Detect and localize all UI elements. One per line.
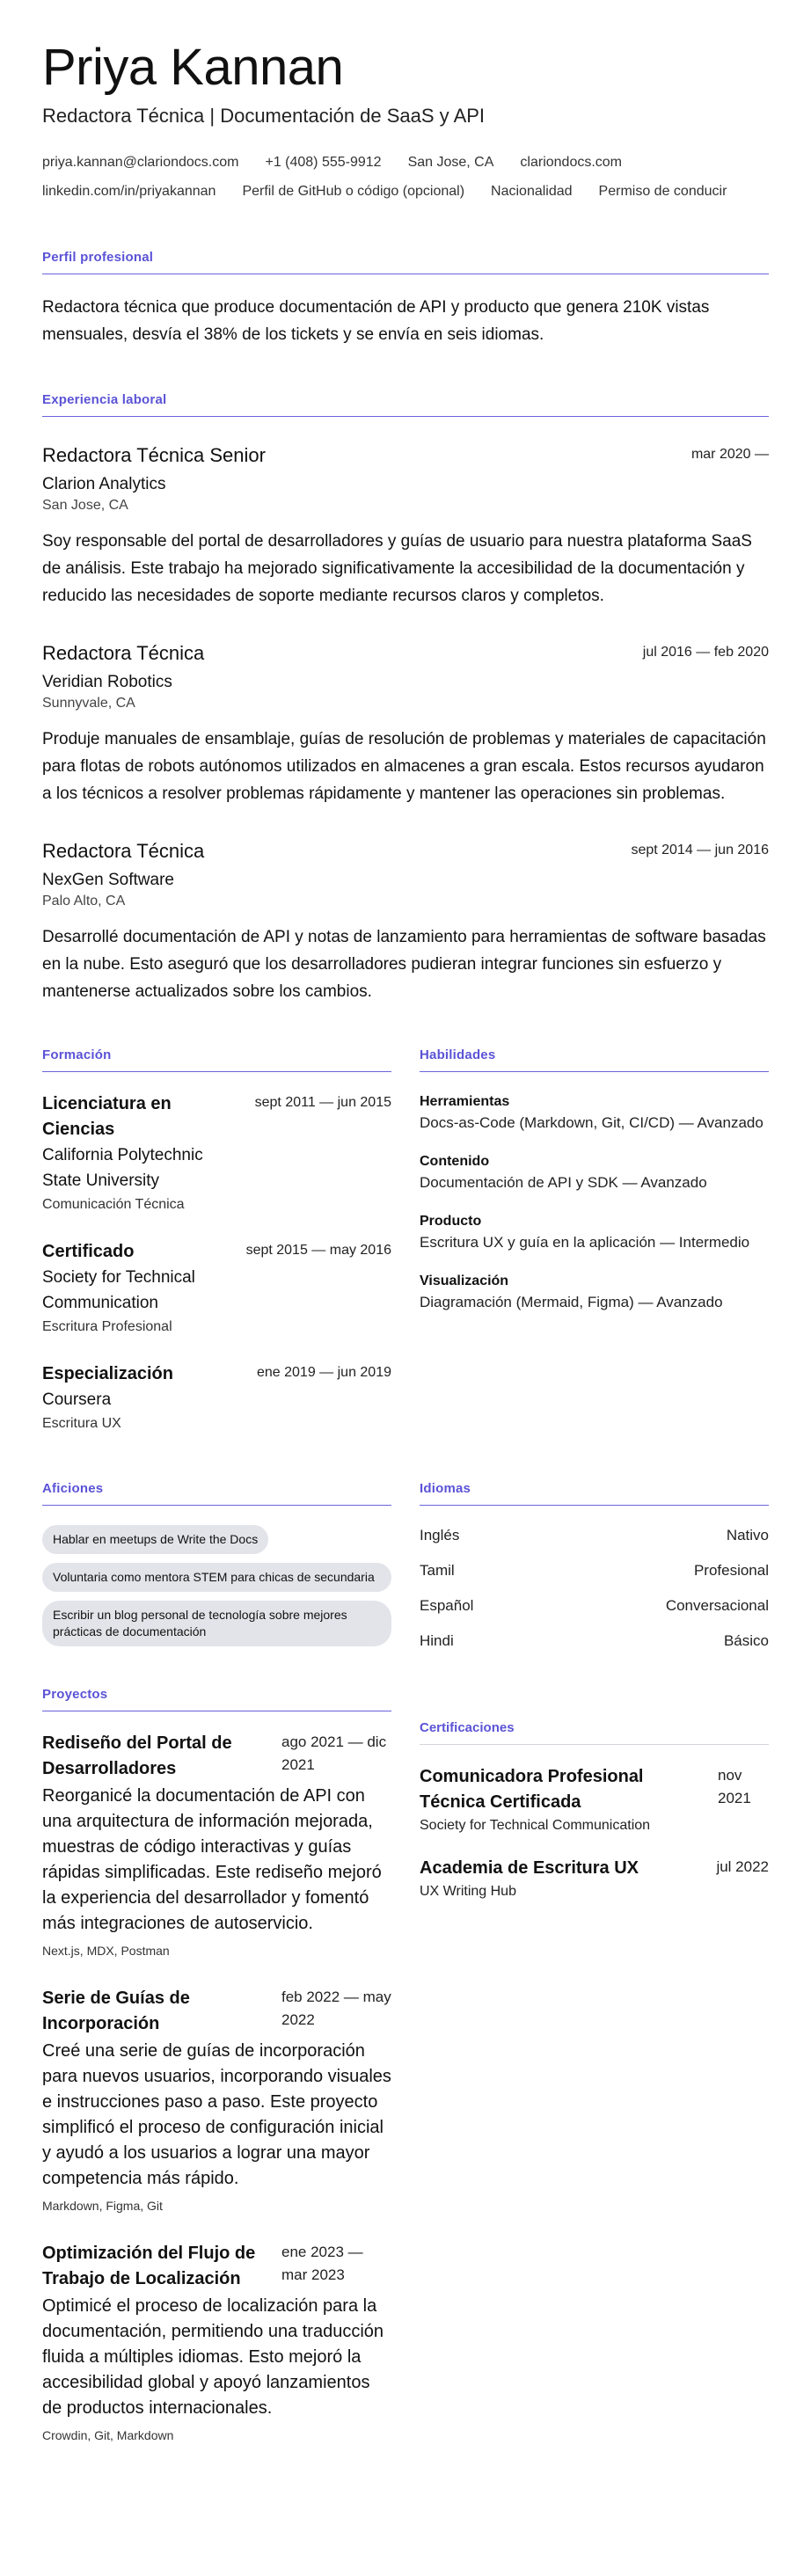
- project-tech: Crowdin, Git, Markdown: [42, 2428, 174, 2442]
- project-name: Serie de Guías de Incorporación: [42, 1989, 190, 2033]
- language-name: Tamil: [420, 1562, 455, 1579]
- education-field: Comunicación Técnica: [42, 1197, 185, 1212]
- language-row: [420, 1560, 769, 1581]
- summary-section: [42, 250, 769, 348]
- contact-list: [42, 148, 769, 206]
- candidate-name: Priya Kannan: [42, 39, 344, 96]
- job-company: NexGen Software: [42, 871, 174, 889]
- certification-name: Comunicadora Profesional Técnica Certificada: [420, 1767, 644, 1812]
- job-title: Redactora Técnica: [42, 642, 205, 664]
- education-skills-row: [42, 1047, 769, 1458]
- education-institution: California Polytechnic State University: [42, 1146, 203, 1190]
- hobby-list: [42, 1525, 391, 1646]
- skill-entry: [420, 1271, 769, 1313]
- education-entry: [42, 1361, 391, 1435]
- job-entry: [42, 839, 769, 1005]
- hobbies-section: [42, 1481, 391, 1666]
- skills-heading: Habilidades: [420, 1047, 769, 1072]
- header: [42, 39, 769, 206]
- education-date: sept 2011 — jun 2015: [254, 1095, 391, 1110]
- project-tech: Markdown, Figma, Git: [42, 2199, 163, 2213]
- languages-section: [420, 1481, 769, 1666]
- skills-section: [420, 1047, 769, 1458]
- project-name: Optimización del Flujo de Trabajo de Localización: [42, 2244, 256, 2288]
- hobbies-languages-row: [42, 1481, 769, 1666]
- projects-certifications-row: [42, 1687, 769, 2470]
- skill-detail: Documentación de API y SDK — Avanzado: [420, 1174, 707, 1191]
- contact-website[interactable]: clariondocs.com: [520, 155, 623, 170]
- hobbies-heading: Aficiones: [42, 1481, 391, 1506]
- contact-license: Permiso de conducir: [598, 184, 727, 199]
- education-entry: [42, 1091, 391, 1216]
- job-title: Redactora Técnica Senior: [42, 444, 266, 466]
- job-date: mar 2020 —: [690, 447, 769, 462]
- project-entry: [42, 2241, 391, 2444]
- summary-text: Redactora técnica que produce documentación de API y producto que genera 210K vistas mensuales, desvía el 38% de los tickets y se envía en seis idiomas.: [42, 298, 710, 344]
- job-location: San Jose, CA: [42, 498, 128, 513]
- skill-detail: Diagramación (Mermaid, Figma) — Avanzado: [420, 1294, 723, 1310]
- certification-name: Academia de Escritura UX: [420, 1858, 639, 1878]
- language-name: Español: [420, 1597, 474, 1614]
- certification-org: UX Writing Hub: [420, 1884, 516, 1899]
- education-date: sept 2015 — may 2016: [245, 1243, 391, 1258]
- job-date: sept 2014 — jun 2016: [631, 843, 769, 857]
- skill-category: Contenido: [420, 1154, 490, 1169]
- project-entry: [42, 1986, 391, 2215]
- education-date: ene 2019 — jun 2019: [256, 1365, 391, 1380]
- education-degree: Licenciatura en Ciencias: [42, 1094, 172, 1139]
- project-entry: [42, 1731, 391, 1959]
- project-name: Rediseño del Portal de Desarrolladores: [42, 1733, 232, 1778]
- education-field: Escritura UX: [42, 1416, 121, 1431]
- education-degree: Especialización: [42, 1364, 173, 1383]
- project-date: feb 2022 — may 2022: [281, 1989, 391, 2028]
- projects-section: [42, 1687, 391, 2470]
- job-entry: [42, 641, 769, 807]
- education-institution: Society for Technical Communication: [42, 1268, 195, 1312]
- job-title: Redactora Técnica: [42, 840, 205, 862]
- language-level: Profesional: [693, 1562, 769, 1579]
- candidate-title: Redactora Técnica | Documentación de SaaS y API: [42, 105, 486, 127]
- project-date: ago 2021 — dic 2021: [281, 1733, 387, 1773]
- certifications-section: [420, 1687, 769, 2470]
- languages-heading: Idiomas: [420, 1481, 769, 1506]
- skill-category: Visualización: [420, 1273, 509, 1288]
- skill-category: Herramientas: [420, 1094, 510, 1109]
- job-date: jul 2016 — feb 2020: [642, 645, 769, 660]
- certification-date: jul 2022: [716, 1858, 769, 1875]
- skill-entry: [420, 1151, 769, 1193]
- language-level: Nativo: [726, 1527, 769, 1543]
- language-name: Hindi: [420, 1632, 454, 1649]
- job-description: Desarrollé documentación de API y notas de lanzamiento para herramientas de software basadas en la nube. Esto aseguró que los desarrolladores pudieran integrar funciones sin esfuerzo y mantenerse actualizados sobre los cambios.: [42, 928, 766, 1001]
- contact-email[interactable]: priya.kannan@clariondocs.com: [42, 155, 239, 170]
- education-heading: Formación: [42, 1047, 391, 1072]
- summary-heading: Perfil profesional: [42, 250, 769, 274]
- project-tech: Next.js, MDX, Postman: [42, 1944, 170, 1958]
- skill-detail: Escritura UX y guía en la aplicación — Intermedio: [420, 1234, 750, 1251]
- education-section: [42, 1047, 391, 1458]
- job-location: Sunnyvale, CA: [42, 696, 135, 711]
- experience-section: [42, 392, 769, 1005]
- education-degree: Certificado: [42, 1242, 135, 1261]
- language-name: Inglés: [420, 1527, 460, 1543]
- job-company: Clarion Analytics: [42, 475, 166, 493]
- contact-location: San Jose, CA: [407, 155, 494, 170]
- language-level: Básico: [723, 1632, 769, 1649]
- job-location: Palo Alto, CA: [42, 894, 126, 909]
- skill-entry: [420, 1211, 769, 1253]
- project-description: Creé una serie de guías de incorporación para nuevos usuarios, incorporando visuales e instrucciones paso a paso. Este proyecto simplificó el proceso de configuración inicial y ayudó a los usuarios a lograr una mayor competencia más rápido.: [42, 2041, 391, 2188]
- job-description: Produje manuales de ensamblaje, guías de resolución de problemas y materiales de capacitación para flotas de robots autónomos utilizados en almacenes a gran escala. Estos recursos ayudaron a los técnicos a resolver problemas rápidamente y mantener las operaciones sin problemas.: [42, 730, 766, 803]
- language-row: [420, 1595, 769, 1616]
- certification-entry: [420, 1764, 769, 1836]
- hobby-pill: Voluntaria como mentora STEM para chicas de secundaria: [42, 1563, 391, 1592]
- contact-linkedin[interactable]: linkedin.com/in/priyakannan: [42, 184, 216, 199]
- certifications-heading: Certificaciones: [420, 1720, 769, 1745]
- project-description: Optimicé el proceso de localización para la documentación, permitiendo una traducción fluida a múltiples idiomas. Esto mejoró la accesibilidad global y apoyó lanzamientos de productos internacionales.: [42, 2296, 384, 2418]
- certification-entry: [420, 1856, 769, 1902]
- language-row: [420, 1631, 769, 1652]
- language-row: [420, 1525, 769, 1546]
- contact-nationality: Nacionalidad: [491, 184, 573, 199]
- skill-detail: Docs-as-Code (Markdown, Git, CI/CD) — Avanzado: [420, 1114, 764, 1131]
- education-institution: Coursera: [42, 1390, 112, 1409]
- education-field: Escritura Profesional: [42, 1319, 172, 1334]
- job-entry: [42, 443, 769, 609]
- education-entry: [42, 1239, 391, 1339]
- hobby-pill: Hablar en meetups de Write the Docs: [42, 1525, 268, 1554]
- contact-phone[interactable]: +1 (408) 555-9912: [265, 155, 382, 170]
- certification-date: nov 2021: [718, 1767, 751, 1806]
- contact-github[interactable]: Perfil de GitHub o código (opcional): [242, 184, 465, 199]
- job-company: Veridian Robotics: [42, 673, 172, 691]
- project-description: Reorganicé la documentación de API con una arquitectura de información mejorada, muestras de código interactivas y guías rápidas simplificadas. Este rediseño mejoró la experiencia del desarrollador y fomentó más integraciones de autoservicio.: [42, 1786, 382, 1933]
- experience-heading: Experiencia laboral: [42, 392, 769, 417]
- job-description: Soy responsable del portal de desarrolladores y guías de usuario para nuestra plataforma SaaS de análisis. Este trabajo ha mejorado significativamente la accesibilidad de la documentación y reducido las necesidades de soporte mediante recursos claros y completos.: [42, 532, 752, 605]
- certification-org: Society for Technical Communication: [420, 1818, 651, 1833]
- skill-category: Producto: [420, 1214, 482, 1229]
- hobby-pill: Escribir un blog personal de tecnología sobre mejores prácticas de documentación: [42, 1601, 391, 1646]
- skill-entry: [420, 1091, 769, 1134]
- projects-heading: Proyectos: [42, 1687, 391, 1711]
- language-level: Conversacional: [665, 1597, 769, 1614]
- project-date: ene 2023 — mar 2023: [281, 2244, 363, 2283]
